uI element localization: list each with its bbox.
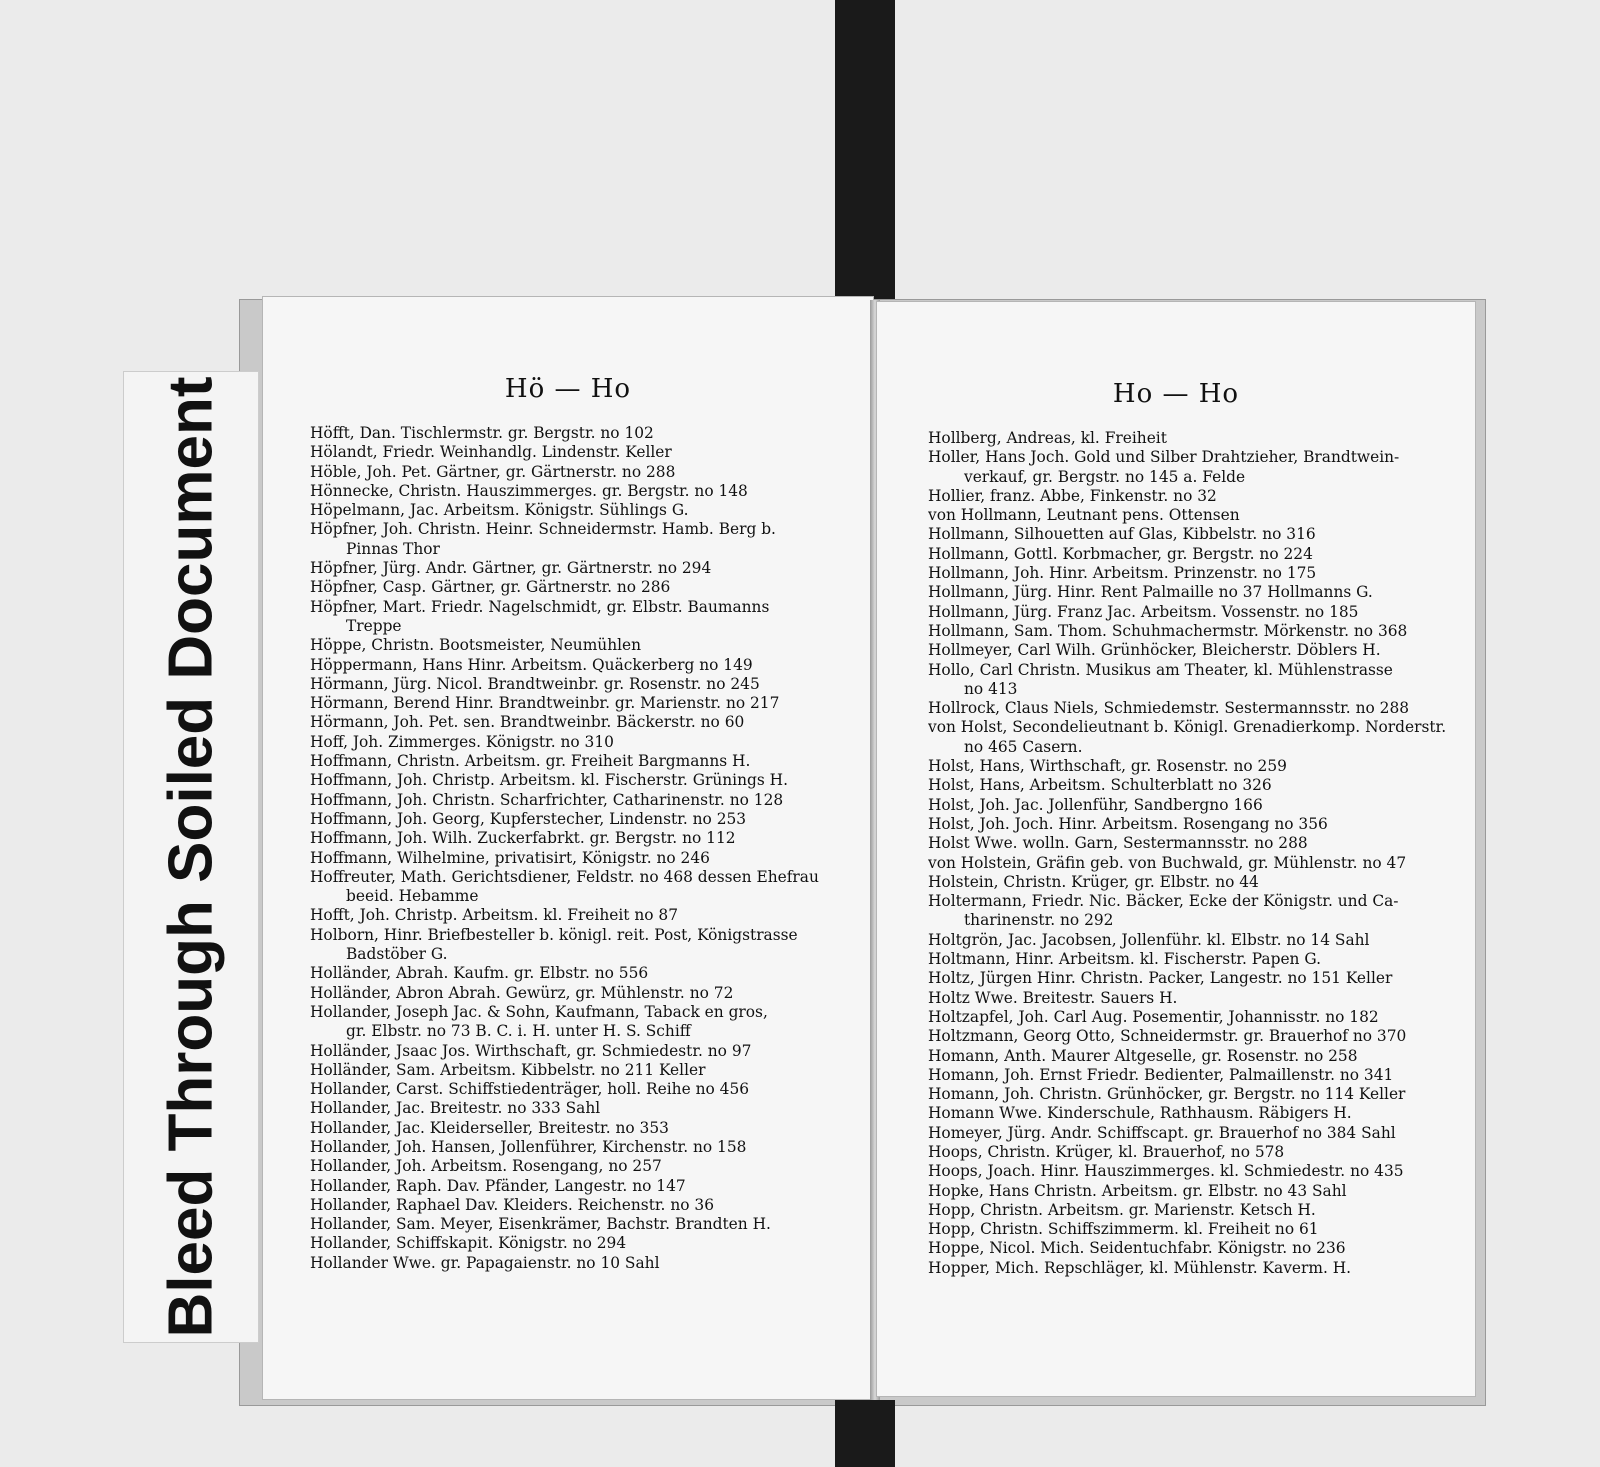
directory-entry: Hollier, franz. Abbe, Finkenstr. no 32 [928, 486, 1217, 505]
directory-entry: Homann, Anth. Maurer Altgeselle, gr. Rosenstr. no 258 [928, 1046, 1358, 1065]
directory-entry: Hönnecke, Christn. Hauszimmerges. gr. Bergstr. no 148 [310, 481, 748, 500]
directory-entry: Hopper, Mich. Repschläger, kl. Mühlenstr. Kaverm. H. [928, 1258, 1352, 1277]
directory-entry: Hoops, Christn. Krüger, kl. Brauerhof, no 578 [928, 1142, 1285, 1161]
directory-entry: Homann, Joh. Ernst Friedr. Bedienter, Palmaillenstr. no 341 [928, 1065, 1394, 1084]
directory-entry: Hoffmann, Joh. Christp. Arbeitsm. kl. Fischerstr. Grünings H. [310, 771, 788, 790]
directory-entry: Hollander, Jac. Kleiderseller, Breitestr. no 353 [310, 1118, 669, 1137]
directory-entry: Holländer, Jsaac Jos. Wirthschaft, gr. Schmiedestr. no 97 [310, 1041, 752, 1060]
directory-entry: Hoff, Joh. Zimmerges. Königstr. no 310 [310, 732, 614, 751]
directory-entry: von Hollmann, Leutnant pens. Ottensen [928, 506, 1240, 525]
directory-entry: Hollander, Schiffskapit. Königstr. no 294 [310, 1234, 627, 1253]
directory-entry: Hollmann, Jürg. Franz Jac. Arbeitsm. Vossenstr. no 185 [928, 602, 1359, 621]
left-page [262, 296, 874, 1400]
directory-entry: Homann Wwe. Kinderschule, Rathhausm. Räbigers H. [928, 1104, 1352, 1123]
directory-entry: Hollander, Jac. Breitestr. no 333 Sahl [310, 1099, 601, 1118]
directory-entry: Hoffmann, Christn. Arbeitsm. gr. Freiheit Bargmanns H. [310, 752, 751, 771]
directory-entry: Hopp, Christn. Schiffszimmerm. kl. Freiheit no 61 [928, 1220, 1319, 1239]
directory-entry: Holtgrön, Jac. Jacobsen, Jollenführ. kl. Elbstr. no 14 Sahl [928, 930, 1370, 949]
directory-entry: von Holstein, Gräfin geb. von Buchwald, gr. Mühlenstr. no 47 [928, 853, 1407, 872]
directory-entry: Hollmann, Sam. Thom. Schuhmachermstr. Mörkenstr. no 368 [928, 621, 1408, 640]
directory-entry: Homeyer, Jürg. Andr. Schiffscapt. gr. Brauerhof no 384 Sahl [928, 1123, 1396, 1142]
right-page-header: Ho — Ho [1112, 379, 1240, 409]
directory-entry: Hollberg, Andreas, kl. Freiheit [928, 429, 1167, 447]
directory-entry: Hollander, Joseph Jac. & Sohn, Kaufmann, Taback en gros, [310, 1002, 768, 1021]
directory-entry: no 465 Casern. [964, 737, 1083, 756]
directory-entry: verkauf, gr. Bergstr. no 145 a. Felde [964, 467, 1246, 486]
directory-entry: Höppe, Christn. Bootsmeister, Neumühlen [310, 636, 642, 655]
directory-entry: Hopke, Hans Christn. Arbeitsm. gr. Elbstr. no 43 Sahl [928, 1181, 1347, 1200]
directory-entry: Treppe [346, 616, 402, 635]
label-text: Bleed Through Soiled Document [156, 376, 226, 1338]
directory-entry: von Holst, Secondelieutnant b. Königl. Grenadierkomp. Norderstr. [928, 718, 1447, 737]
directory-entry: Hollander, Raph. Dav. Pfänder, Langestr. no 147 [310, 1176, 686, 1195]
left-page-header: Hö — Ho [504, 374, 632, 404]
directory-entry: Holst, Hans, Wirthschaft, gr. Rosenstr. no 259 [928, 757, 1287, 776]
left-page-entries [310, 424, 838, 1273]
directory-entry: Hollmann, Joh. Hinr. Arbeitsm. Prinzenstr. no 175 [928, 564, 1317, 583]
directory-entry: Hollo, Carl Christn. Musikus am Theater, kl. Mühlenstrasse [928, 660, 1393, 679]
directory-entry: Holst, Joh. Joch. Hinr. Arbeitsm. Rosengang no 356 [928, 814, 1328, 833]
directory-entry: Holtmann, Hinr. Arbeitsm. kl. Fischerstr. Papen G. [928, 950, 1321, 969]
directory-entry: Hollmann, Gottl. Korbmacher, gr. Bergstr. no 224 [928, 544, 1313, 563]
directory-entry: Holst, Joh. Jac. Jollenführ, Sandbergno 166 [928, 795, 1263, 814]
directory-entry: Holtermann, Friedr. Nic. Bäcker, Ecke der Königstr. und Ca- [928, 892, 1399, 911]
directory-entry: Hoffmann, Joh. Wilh. Zuckerfabrkt. gr. Bergstr. no 112 [310, 829, 736, 848]
directory-entry: Hoppe, Nicol. Mich. Seidentuchfabr. Königstr. no 236 [928, 1239, 1346, 1258]
directory-entry: Hoffmann, Joh. Christn. Scharfrichter, Catharinenstr. no 128 [310, 790, 784, 809]
label-card [124, 372, 258, 1342]
directory-entry: Höpelmann, Jac. Arbeitsm. Königstr. Sühlings G. [310, 501, 689, 520]
directory-entry: Hollander, Sam. Meyer, Eisenkrämer, Bachstr. Brandten H. [310, 1215, 771, 1234]
directory-entry: Höble, Joh. Pet. Gärtner, gr. Gärtnerstr. no 288 [310, 462, 676, 481]
directory-entry: Holstein, Christn. Krüger, gr. Elbstr. no 44 [928, 872, 1259, 891]
directory-entry: Holländer, Abron Abrah. Gewürz, gr. Mühlenstr. no 72 [310, 983, 734, 1002]
directory-entry: Hollmann, Jürg. Hinr. Rent Palmaille no 37 Hollmanns G. [928, 583, 1373, 602]
directory-entry: Holst Wwe. wolln. Garn, Sestermannsstr. no 288 [928, 834, 1308, 853]
directory-entry: Hoffmann, Wilhelmine, privatisirt, Königstr. no 246 [310, 848, 710, 867]
directory-entry: Hoops, Joach. Hinr. Hauszimmerges. kl. Schmiedestr. no 435 [928, 1162, 1404, 1181]
directory-entry: Hoffmann, Joh. Georg, Kupferstecher, Lindenstr. no 253 [310, 809, 747, 828]
directory-entry: Pinnas Thor [346, 539, 440, 558]
directory-entry: Höpfner, Casp. Gärtner, gr. Gärtnerstr. no 286 [310, 578, 671, 597]
directory-entry: Holtzapfel, Joh. Carl Aug. Posementir, Johannisstr. no 182 [928, 1007, 1379, 1026]
right-page-entries [928, 429, 1454, 1278]
directory-entry: Hollander, Raphael Dav. Kleiders. Reichenstr. no 36 [310, 1195, 714, 1214]
directory-entry: Hollmeyer, Carl Wilh. Grünhöcker, Bleicherstr. Döblers H. [928, 641, 1381, 660]
directory-entry: Hollander, Joh. Hansen, Jollenführer, Kirchenstr. no 158 [310, 1137, 747, 1156]
directory-entry: Hörmann, Joh. Pet. sen. Brandtweinbr. Bäckerstr. no 60 [310, 713, 745, 732]
directory-entry: Hollander Wwe. gr. Papagaienstr. no 10 Sahl [310, 1253, 660, 1272]
directory-entry: Hoffreuter, Math. Gerichtsdiener, Feldstr. no 468 dessen Ehefrau [310, 867, 819, 886]
directory-entry: Holler, Hans Joch. Gold und Silber Drahtzieher, Brandtwein- [928, 448, 1400, 467]
directory-entry: Holländer, Abrah. Kaufm. gr. Elbstr. no 556 [310, 964, 649, 983]
directory-entry: gr. Elbstr. no 73 B. C. i. H. unter H. S. Schiff [346, 1022, 691, 1041]
directory-entry: Holtz Wwe. Breitestr. Sauers H. [928, 988, 1178, 1007]
directory-entry: beeid. Hebamme [346, 887, 479, 906]
directory-entry: Holtzmann, Georg Otto, Schneidermstr. gr. Brauerhof no 370 [928, 1027, 1407, 1046]
directory-entry: Hofft, Joh. Christp. Arbeitsm. kl. Freiheit no 87 [310, 906, 679, 925]
directory-entry: Hollander, Carst. Schiffstiedenträger, holl. Reihe no 456 [310, 1080, 750, 1099]
directory-entry: Hollander, Joh. Arbeitsm. Rosengang, no 257 [310, 1157, 662, 1176]
directory-entry: Badstöber G. [346, 945, 448, 964]
directory-entry: Holst, Hans, Arbeitsm. Schulterblatt no 326 [928, 776, 1272, 795]
right-page [876, 301, 1476, 1397]
directory-entry: no 413 [964, 679, 1018, 698]
directory-entry: Holtz, Jürgen Hinr. Christn. Packer, Langestr. no 151 Keller [928, 969, 1393, 988]
directory-entry: Homann, Joh. Christn. Grünhöcker, gr. Bergstr. no 114 Keller [928, 1085, 1406, 1104]
directory-entry: Hollmann, Silhouetten auf Glas, Kibbelstr. no 316 [928, 525, 1316, 544]
directory-entry: Hollrock, Claus Niels, Schmiedemstr. Sestermannsstr. no 288 [928, 699, 1410, 718]
directory-entry: Höpfner, Joh. Christn. Heinr. Schneidermstr. Hamb. Berg b. [310, 520, 776, 539]
directory-entry: Höppermann, Hans Hinr. Arbeitsm. Quäckerberg no 149 [310, 655, 753, 674]
directory-entry: Hörmann, Berend Hinr. Brandtweinbr. gr. Marienstr. no 217 [310, 694, 780, 713]
binding-strap-top [835, 0, 895, 320]
directory-entry: Höpfner, Mart. Friedr. Nagelschmidt, gr. Elbstr. Baumanns [310, 597, 770, 616]
directory-entry: Höpfner, Jürg. Andr. Gärtner, gr. Gärtnerstr. no 294 [310, 559, 712, 578]
directory-entry: Hölandt, Friedr. Weinhandlg. Lindenstr. Keller [310, 443, 672, 462]
directory-entry: Höfft, Dan. Tischlermstr. gr. Bergstr. no 102 [310, 424, 654, 442]
directory-entry: Hörmann, Jürg. Nicol. Brandtweinbr. gr. Rosenstr. no 245 [310, 674, 760, 693]
directory-entry: tharinenstr. no 292 [964, 911, 1114, 930]
binding-strap-bottom [835, 1400, 895, 1467]
directory-entry: Hopp, Christn. Arbeitsm. gr. Marienstr. Ketsch H. [928, 1200, 1316, 1219]
directory-entry: Holländer, Sam. Arbeitsm. Kibbelstr. no 211 Keller [310, 1060, 706, 1079]
directory-entry: Holborn, Hinr. Briefbesteller b. königl. reit. Post, Königstrasse [310, 925, 798, 944]
